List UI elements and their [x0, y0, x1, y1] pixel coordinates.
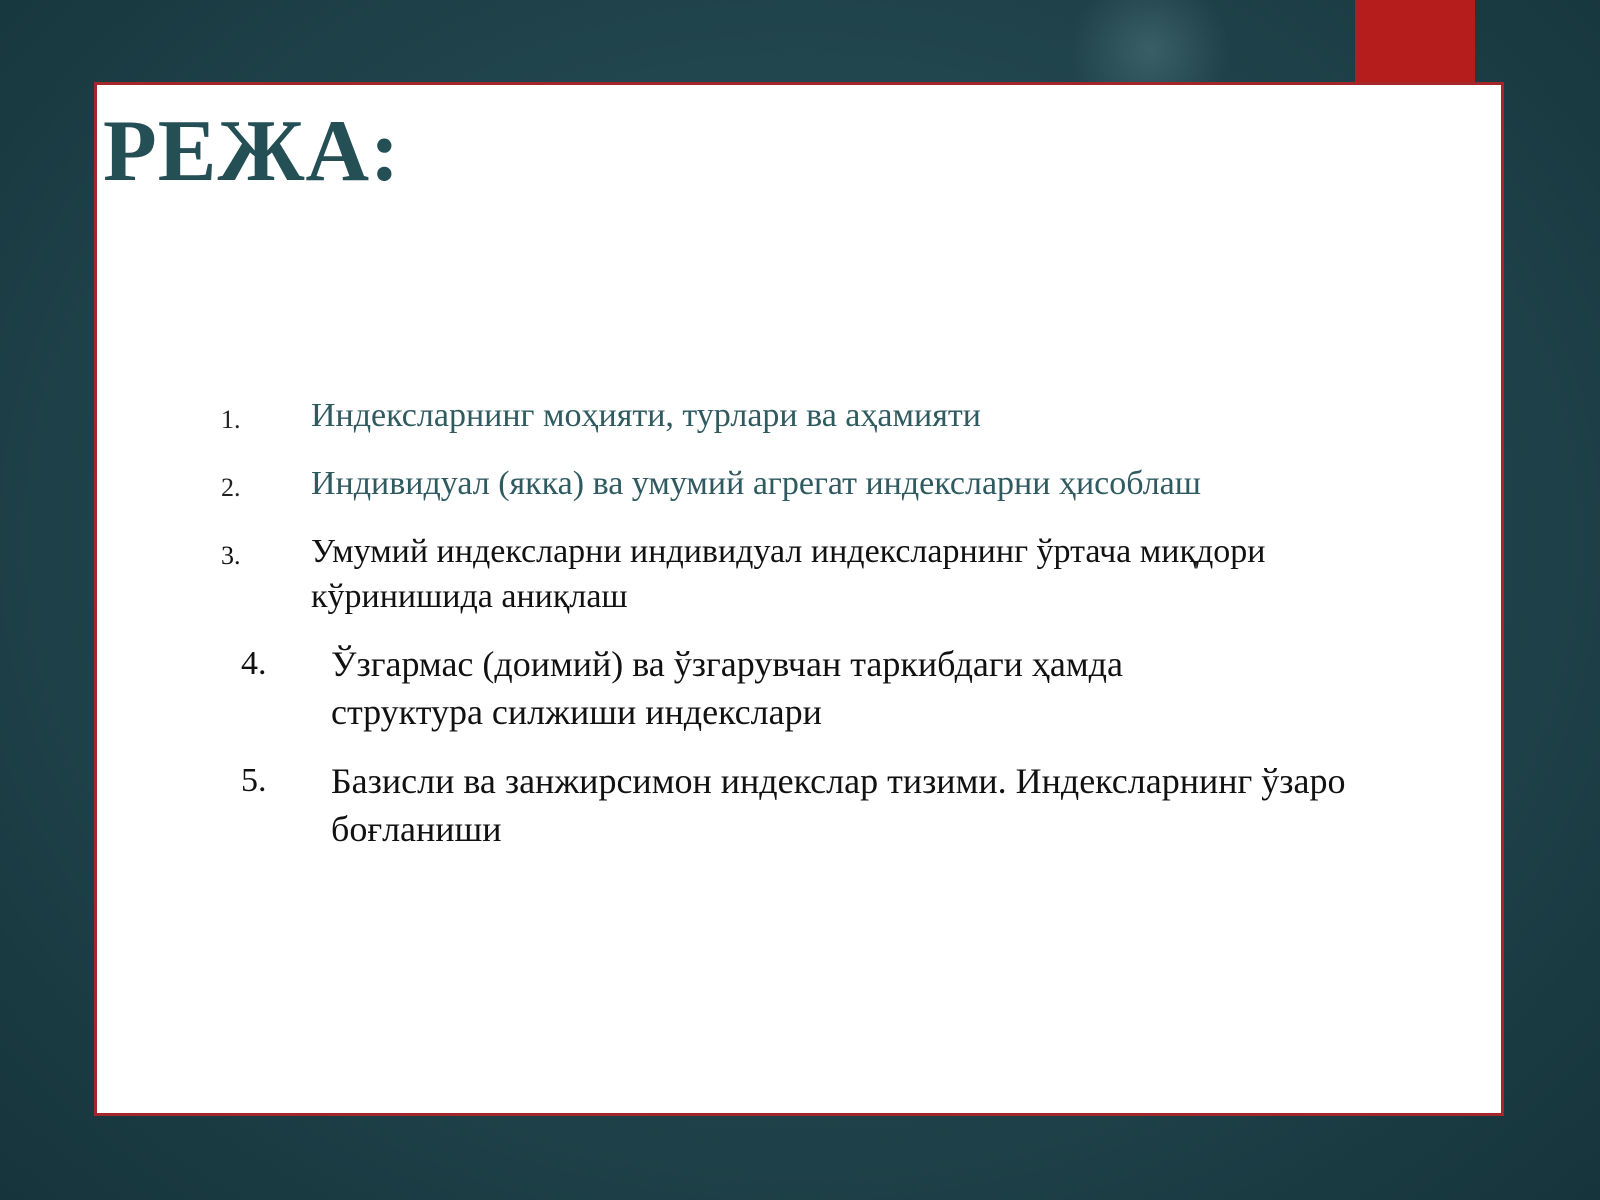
plan-item-number: 3.	[221, 541, 241, 570]
slide-title: РЕЖА:	[103, 103, 401, 200]
plan-item-text: Умумий индексларни индивидуал индексларнинг ўртача миқдори кўринишида аниқлаш	[311, 533, 1266, 615]
plan-item-5	[241, 757, 1371, 853]
plan-item-text: Базисли ва занжирсимон индекслар тизими. Индексларнинг ўзаро боғланиши	[331, 761, 1346, 849]
plan-item-number: 5.	[241, 762, 267, 799]
plan-item-1	[221, 393, 1401, 442]
plan-item-text: Индивидуал (якка) ва умумий агрегат индексларни ҳисоблаш	[311, 465, 1201, 502]
plan-item-number: 1.	[221, 405, 241, 434]
plan-item-number: 2.	[221, 473, 241, 502]
plan-item-text: Индексларнинг моҳияти, турлари ва аҳамияти	[311, 397, 981, 434]
plan-item-4	[241, 640, 1251, 736]
plan-item-number: 4.	[241, 645, 267, 682]
plan-item-3	[221, 529, 1401, 619]
plan-item-text: Ўзгармас (доимий) ва ўзгарувчан таркибдаги ҳамда структура силжиши индекслари	[331, 644, 1123, 732]
slide-panel	[94, 82, 1504, 1116]
plan-item-2	[221, 461, 1401, 510]
accent-block	[1355, 0, 1475, 84]
